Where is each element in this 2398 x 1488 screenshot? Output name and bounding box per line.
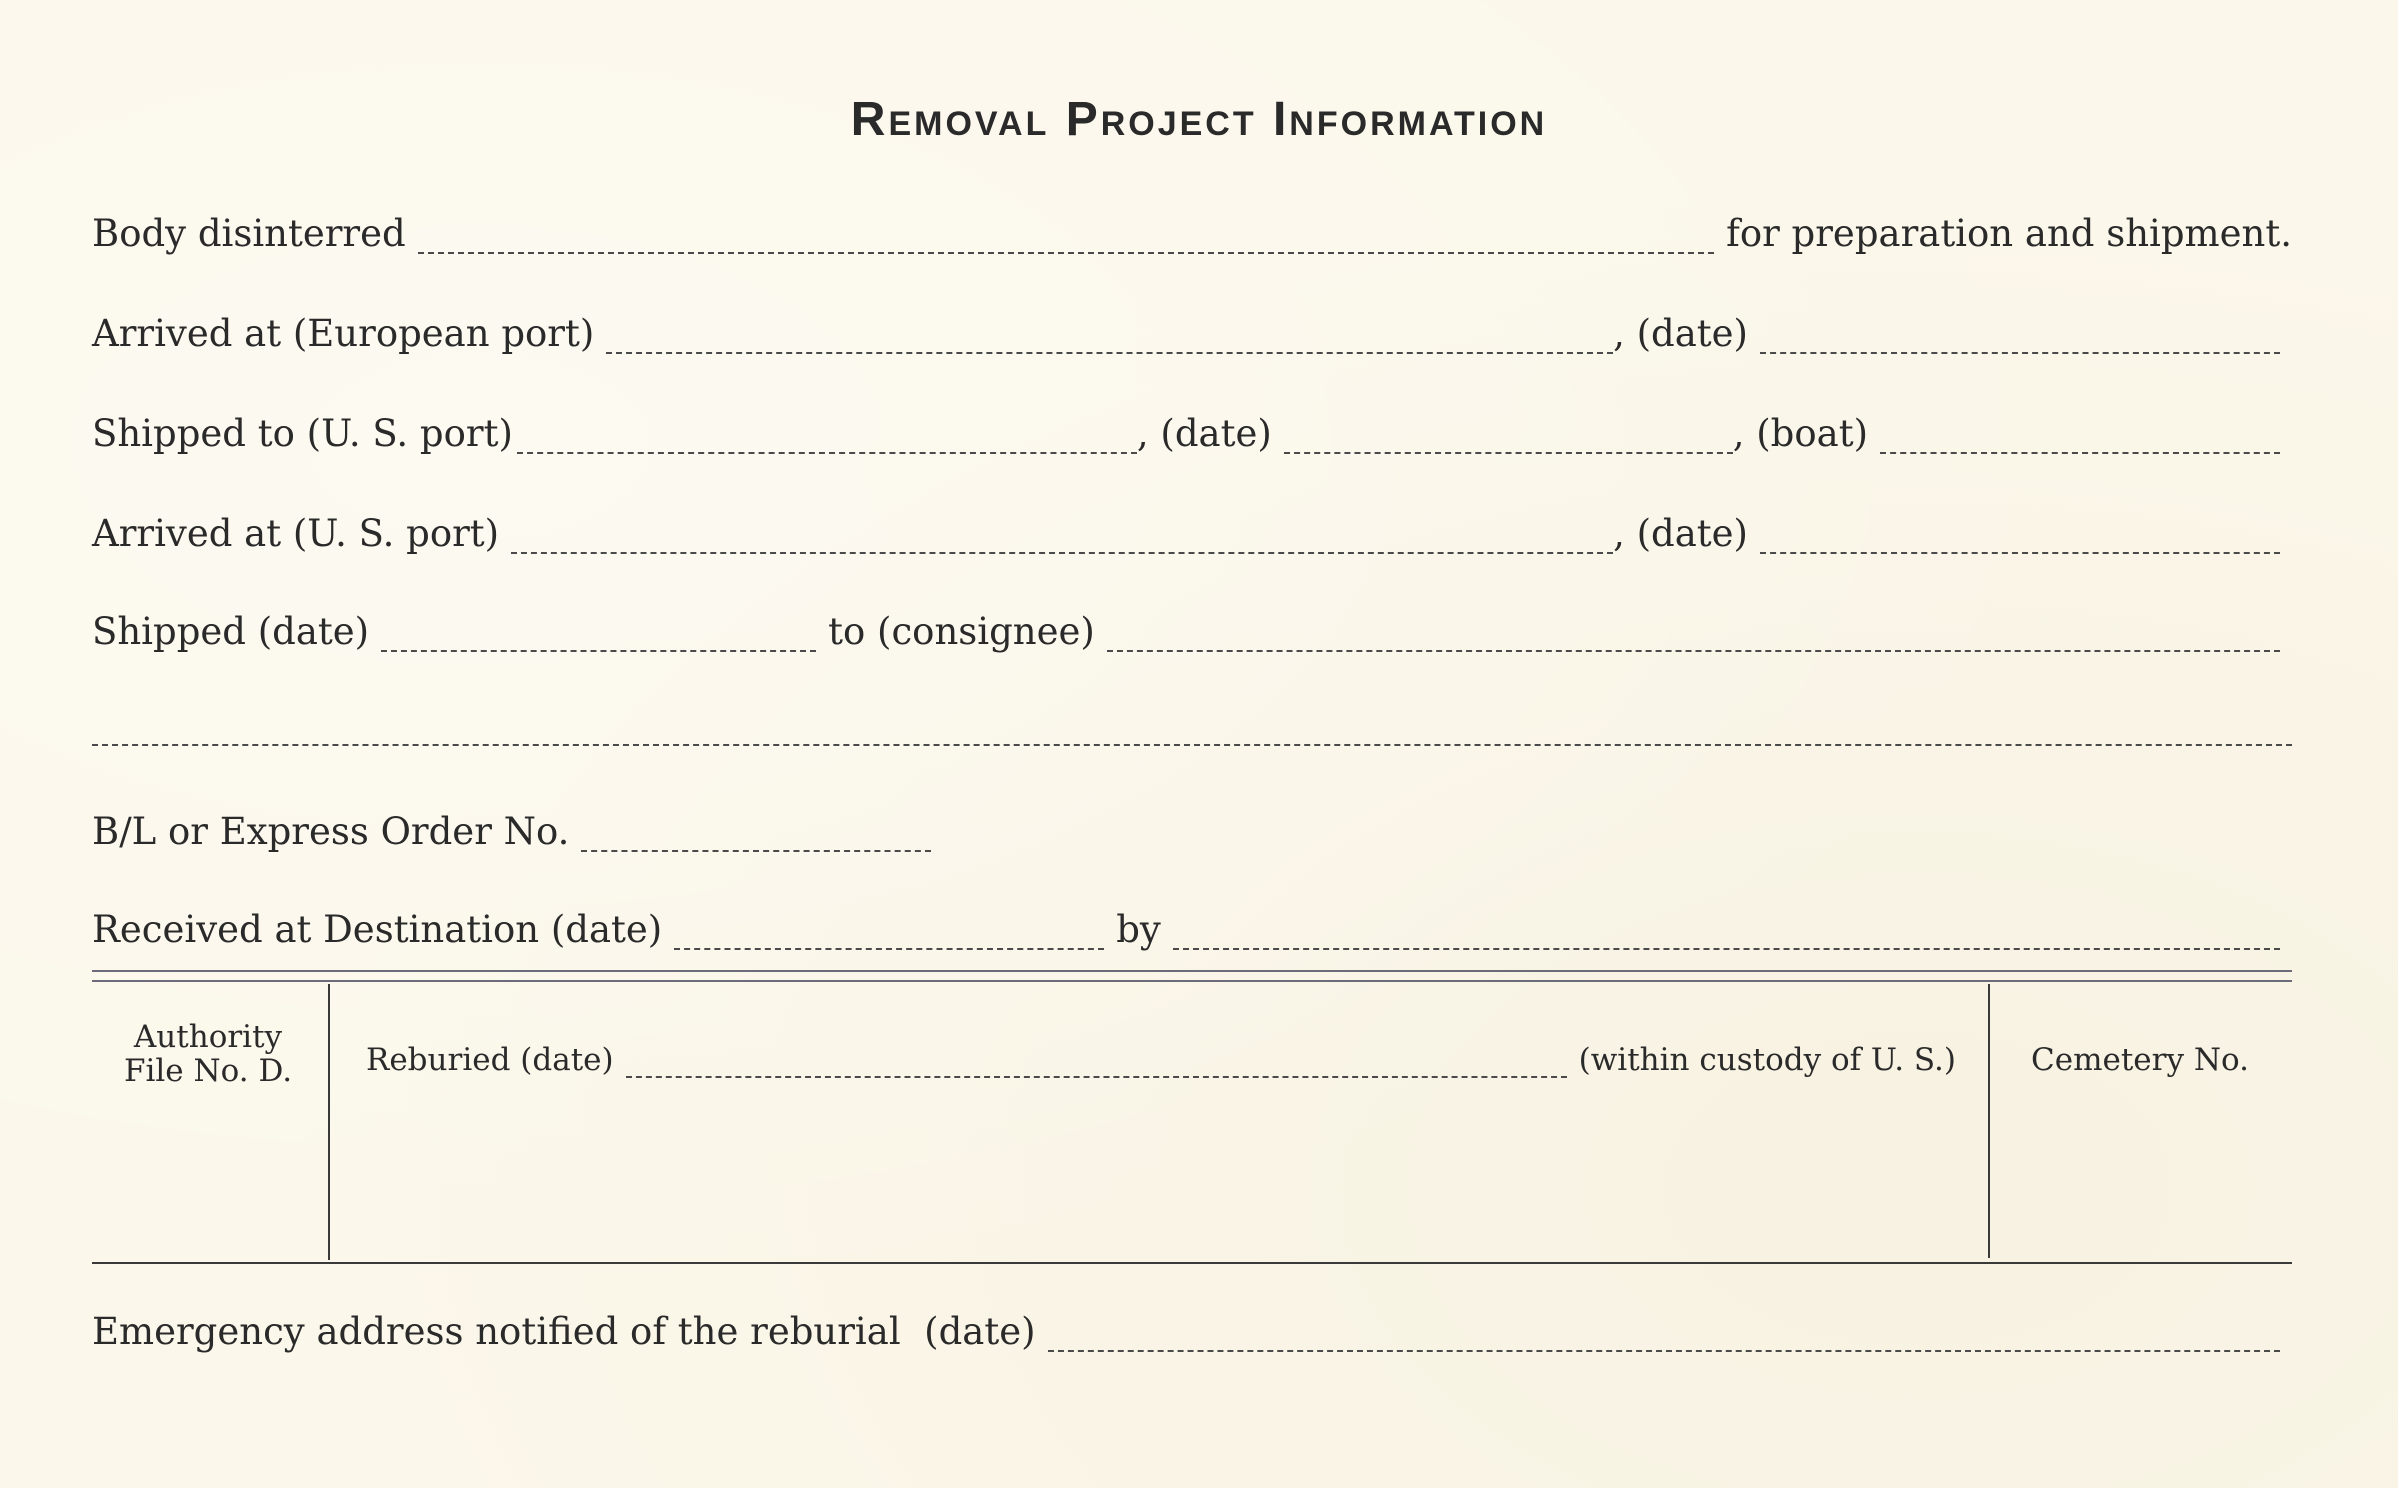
preparation-shipment-label: for preparation and shipment. [1726,212,2292,255]
arrived-us-port-field[interactable] [511,552,1613,554]
row-emergency-address [92,1310,2292,1366]
row-bl-order [92,810,2292,866]
reburied-date-field[interactable] [626,1076,1567,1078]
consignee-field[interactable] [1107,650,2280,652]
shipped-date-only-label: Shipped (date) [92,610,370,653]
bl-order-field[interactable] [581,850,931,852]
row-arrived-us-port [92,512,2292,568]
shipped-date-field[interactable] [1284,452,1733,454]
authority-line-2: File No. D. [123,1053,293,1089]
box-divider-right [1988,984,1990,1258]
authority-line-1: Authority [133,1019,283,1055]
row-arrived-european-port [92,312,2292,368]
body-disinterred-label: Body disinterred [92,212,406,255]
shipped-us-port-field[interactable] [517,452,1137,454]
european-date-label: , (date) [1613,312,1748,355]
box-divider-left [328,984,330,1260]
boat-field[interactable] [1880,452,2280,454]
shipped-date-label: , (date) [1136,412,1272,455]
emergency-date-field[interactable] [1048,1350,2280,1352]
reburied-label: Reburied (date) [366,1042,614,1078]
arrived-european-port-label: Arrived at (European port) [92,312,595,355]
received-by-field[interactable] [1173,948,2280,950]
row-received-destination [92,908,2292,964]
card-title: Removal Project Information [850,93,1548,146]
shipped-us-port-label: Shipped to (U. S. port) [92,412,513,455]
european-port-field[interactable] [606,352,1613,354]
bl-order-label: B/L or Express Order No. [92,810,570,853]
received-date-field[interactable] [674,948,1104,950]
arrived-us-port-label: Arrived at (U. S. port) [92,512,500,555]
european-date-field[interactable] [1760,352,2280,354]
consignee-continuation-field[interactable] [92,744,2292,746]
custody-label: (within custody of U. S.) [1578,1042,1956,1078]
arrived-us-date-field[interactable] [1760,552,2280,554]
authority-file-label [92,1020,324,1088]
arrived-us-date-label: , (date) [1613,512,1748,555]
received-by-label: by [1116,908,1161,951]
row-shipped-us-port [92,412,2292,468]
reburied-row [366,1042,1956,1092]
consignee-label: to (consignee) [828,610,1095,653]
box-bottom-rule [92,1262,2292,1264]
received-destination-label: Received at Destination (date) [92,908,663,951]
cemetery-no-label: Cemetery No. [2031,1042,2249,1078]
emergency-address-label: Emergency address notified of the reburial (date) [92,1310,1036,1353]
double-rule-divider [92,970,2292,982]
body-disinterred-field[interactable] [418,252,1714,254]
row-body-disinterred [92,212,2292,268]
shipped-date-only-field[interactable] [381,650,816,652]
row-shipped-consignee [92,610,2292,666]
boat-label: , (boat) [1732,412,1868,455]
